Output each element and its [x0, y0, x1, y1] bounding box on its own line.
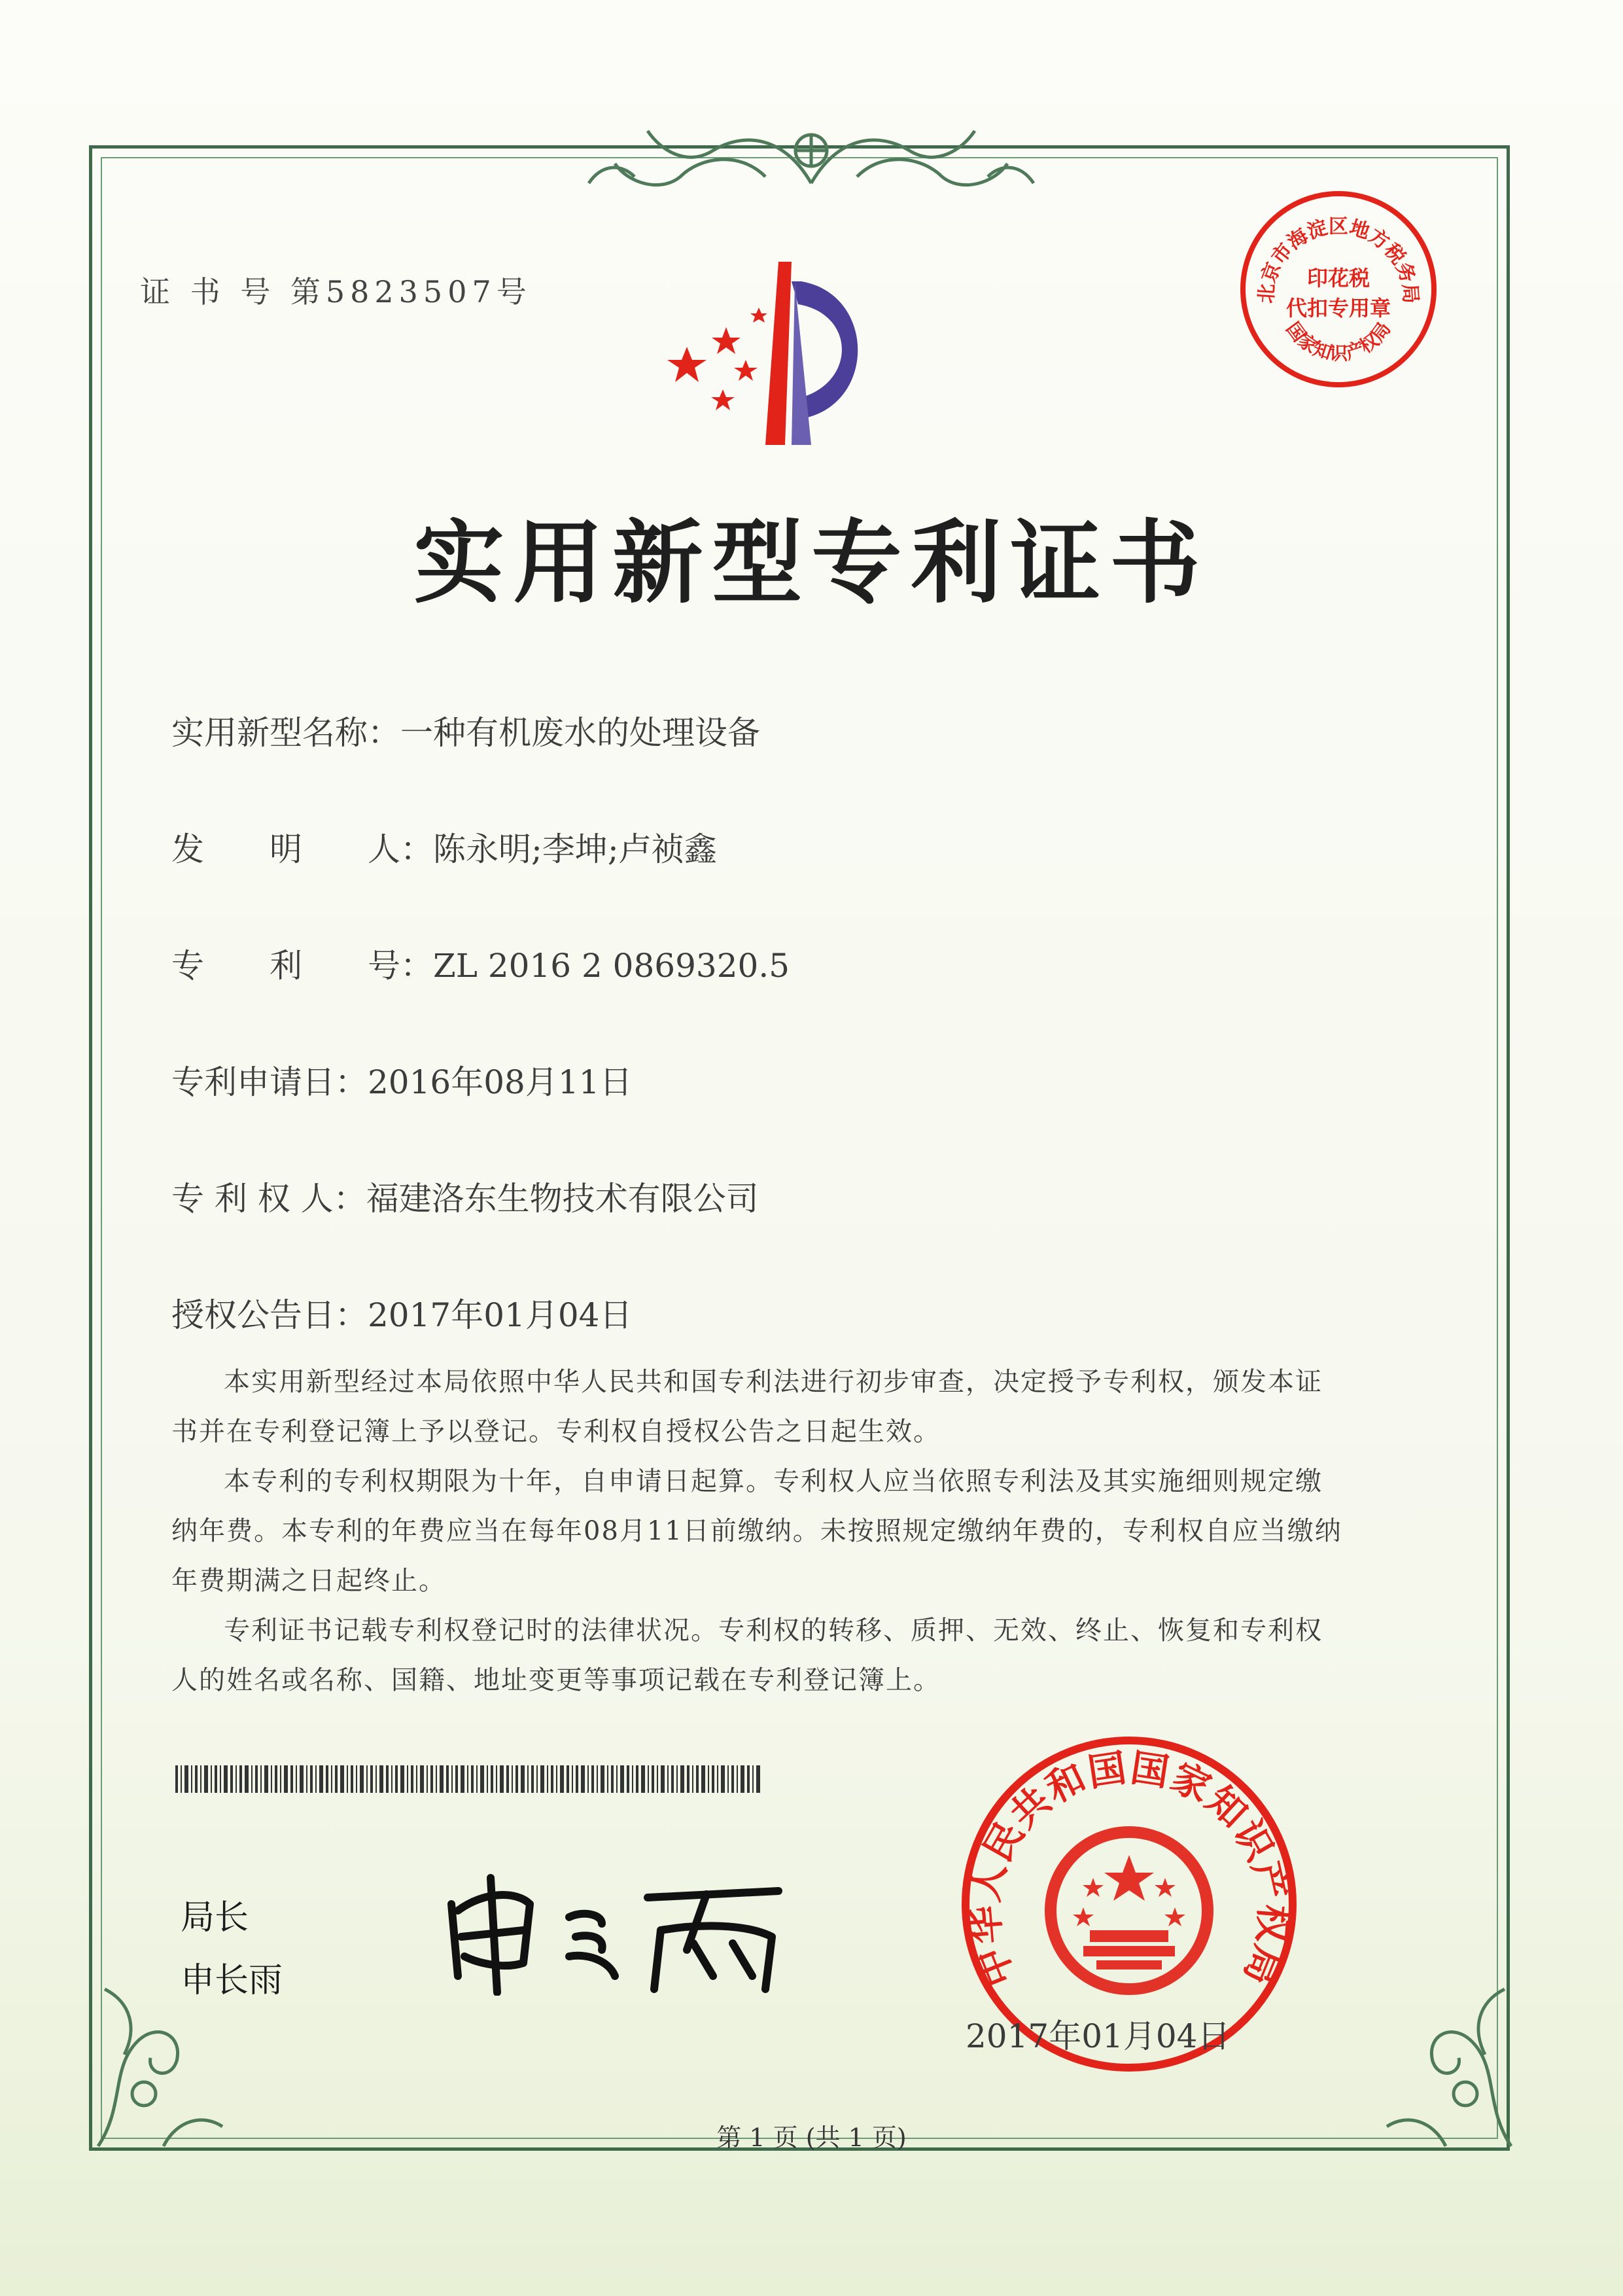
patent-office-logo-icon — [661, 255, 909, 465]
top-ornament-icon — [550, 111, 1073, 196]
stamp-duty-seal-icon — [1236, 187, 1440, 391]
director-name: 申长雨 — [181, 1961, 283, 2000]
field-inventors — [171, 823, 717, 870]
tax-seal-line2: 代扣专用章 — [1285, 296, 1391, 321]
certificate-number: 证 书 号 第5823507号 — [140, 274, 532, 309]
seal-date: 2017年01月04日 — [966, 2017, 1230, 2055]
field-label: 实用新型名称： — [171, 714, 400, 752]
field-application-date — [171, 1056, 633, 1103]
field-label: 发 明 人： — [171, 830, 433, 868]
field-value: 2016年08月11日 — [368, 1063, 633, 1101]
field-grant-date — [171, 1289, 633, 1336]
body-paragraph: 专利证书记载专利权登记时的法律状况。专利权的转移、质押、无效、终止、恢复和专利权人的姓名或名称、国籍、地址变更等事项记载在专利登记簿上。 — [171, 1616, 1323, 1695]
page-number: 第 1 页 (共 1 页) — [716, 2123, 907, 2152]
tax-seal-bottom-text: 国家知识产权局 — [1282, 318, 1395, 364]
svg-text:北京市海淀区地方税务局 — [1255, 215, 1422, 304]
field-patentee — [171, 1173, 759, 1220]
field-label: 专 利 权 人： — [171, 1180, 366, 1218]
certificate-body — [171, 1357, 1349, 1705]
field-label: 授权公告日： — [171, 1296, 368, 1334]
field-value: 陈永明;李坤;卢祯鑫 — [433, 830, 717, 868]
body-paragraph: 本实用新型经过本局依照中华人民共和国专利法进行初步审查，决定授予专利权，颁发本证书并在专利登记簿上予以登记。专利权自授权公告之日起生效。 — [171, 1367, 1323, 1447]
body-paragraph: 本专利的专利权期限为十年，自申请日起算。专利权人应当依照专利法及其实施细则规定缴纳年费。本专利的年费应当在每年08月11日前缴纳。未按照规定缴纳年费的，专利权自应当缴纳年费期满之日起终止。 — [171, 1466, 1342, 1596]
svg-text:国家知识产权局 — [1282, 318, 1395, 364]
field-utility-model-name — [171, 707, 760, 754]
barcode-icon — [175, 1765, 764, 1793]
field-patent-number — [171, 940, 790, 987]
seal-text: 中华人民共和国国家知识产权局 — [962, 1745, 1297, 1993]
field-value: 2017年01月04日 — [368, 1296, 633, 1334]
director-title: 局长 — [181, 1898, 249, 1937]
tax-seal-outer-text: 北京市海淀区地方税务局 — [1255, 215, 1422, 304]
tax-seal-line1: 印花税 — [1306, 266, 1370, 291]
field-value: 福建洛东生物技术有限公司 — [366, 1180, 759, 1218]
field-label: 专 利 号： — [171, 947, 433, 985]
certificate-title: 实用新型专利证书 — [413, 509, 1210, 616]
field-value: ZL 2016 2 0869320.5 — [433, 947, 790, 985]
field-label: 专利申请日： — [171, 1063, 368, 1101]
field-value: 一种有机废水的处理设备 — [400, 714, 760, 752]
director-signature-icon — [438, 1865, 805, 1996]
